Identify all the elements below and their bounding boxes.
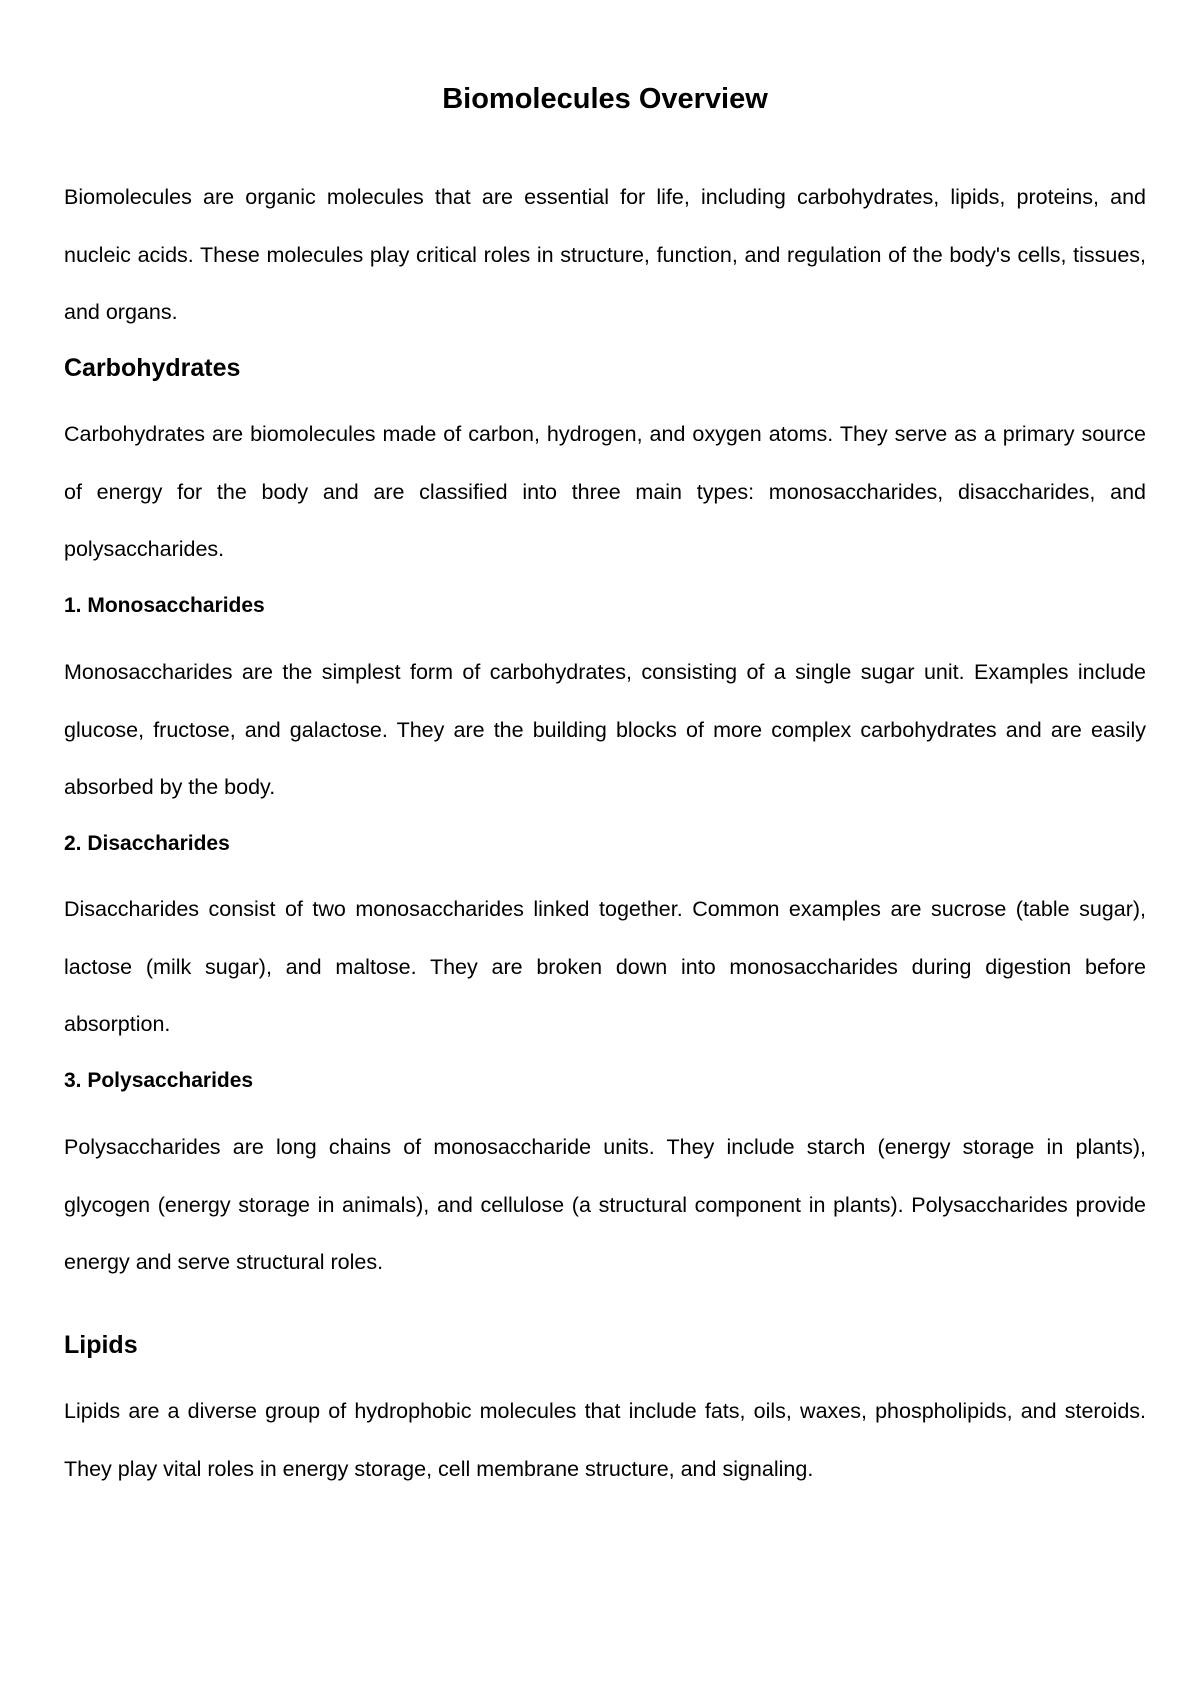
- carbohydrates-paragraph: Carbohydrates are biomolecules made of carbon, hydrogen, and oxygen atoms. They serve as a primary source of energy for the body and are classified into three main types: monosaccharides, disaccharides, and polysaccharides.: [64, 422, 1146, 561]
- monosaccharides-heading: 1. Monosaccharides: [64, 594, 265, 617]
- document-title: Biomolecules Overview: [442, 83, 768, 116]
- disaccharides-heading: 2. Disaccharides: [64, 832, 230, 855]
- carbohydrates-heading: Carbohydrates: [64, 354, 241, 382]
- disaccharides-paragraph: Disaccharides consist of two monosaccharides linked together. Common examples are sucrose (table sugar), lactose (milk sugar), and maltose. They are broken down into monosaccharides during digestion before absorption.: [64, 897, 1146, 1036]
- intro-paragraph: Biomolecules are organic molecules that are essential for life, including carbohydrates, lipids, proteins, and nucleic acids. These molecules play critical roles in structure, function, and regulation of the body's cells, tissues, and organs.: [64, 185, 1146, 324]
- lipids-heading: Lipids: [64, 1331, 138, 1359]
- monosaccharides-paragraph: Monosaccharides are the simplest form of carbohydrates, consisting of a single sugar unit. Examples include glucose, fructose, and galactose. They are the building blocks of more complex carbohydrates and are easily absorbed by the body.: [64, 660, 1146, 799]
- document-page: [64, 0, 1146, 1696]
- lipids-paragraph: Lipids are a diverse group of hydrophobic molecules that include fats, oils, waxes, phospholipids, and steroids. They play vital roles in energy storage, cell membrane structure, and signaling.: [64, 1399, 1146, 1481]
- polysaccharides-paragraph: Polysaccharides are long chains of monosaccharide units. They include starch (energy storage in plants), glycogen (energy storage in animals), and cellulose (a structural component in plants). Polysaccharides provide energy and serve structural roles.: [64, 1135, 1146, 1274]
- polysaccharides-heading: 3. Polysaccharides: [64, 1069, 254, 1092]
